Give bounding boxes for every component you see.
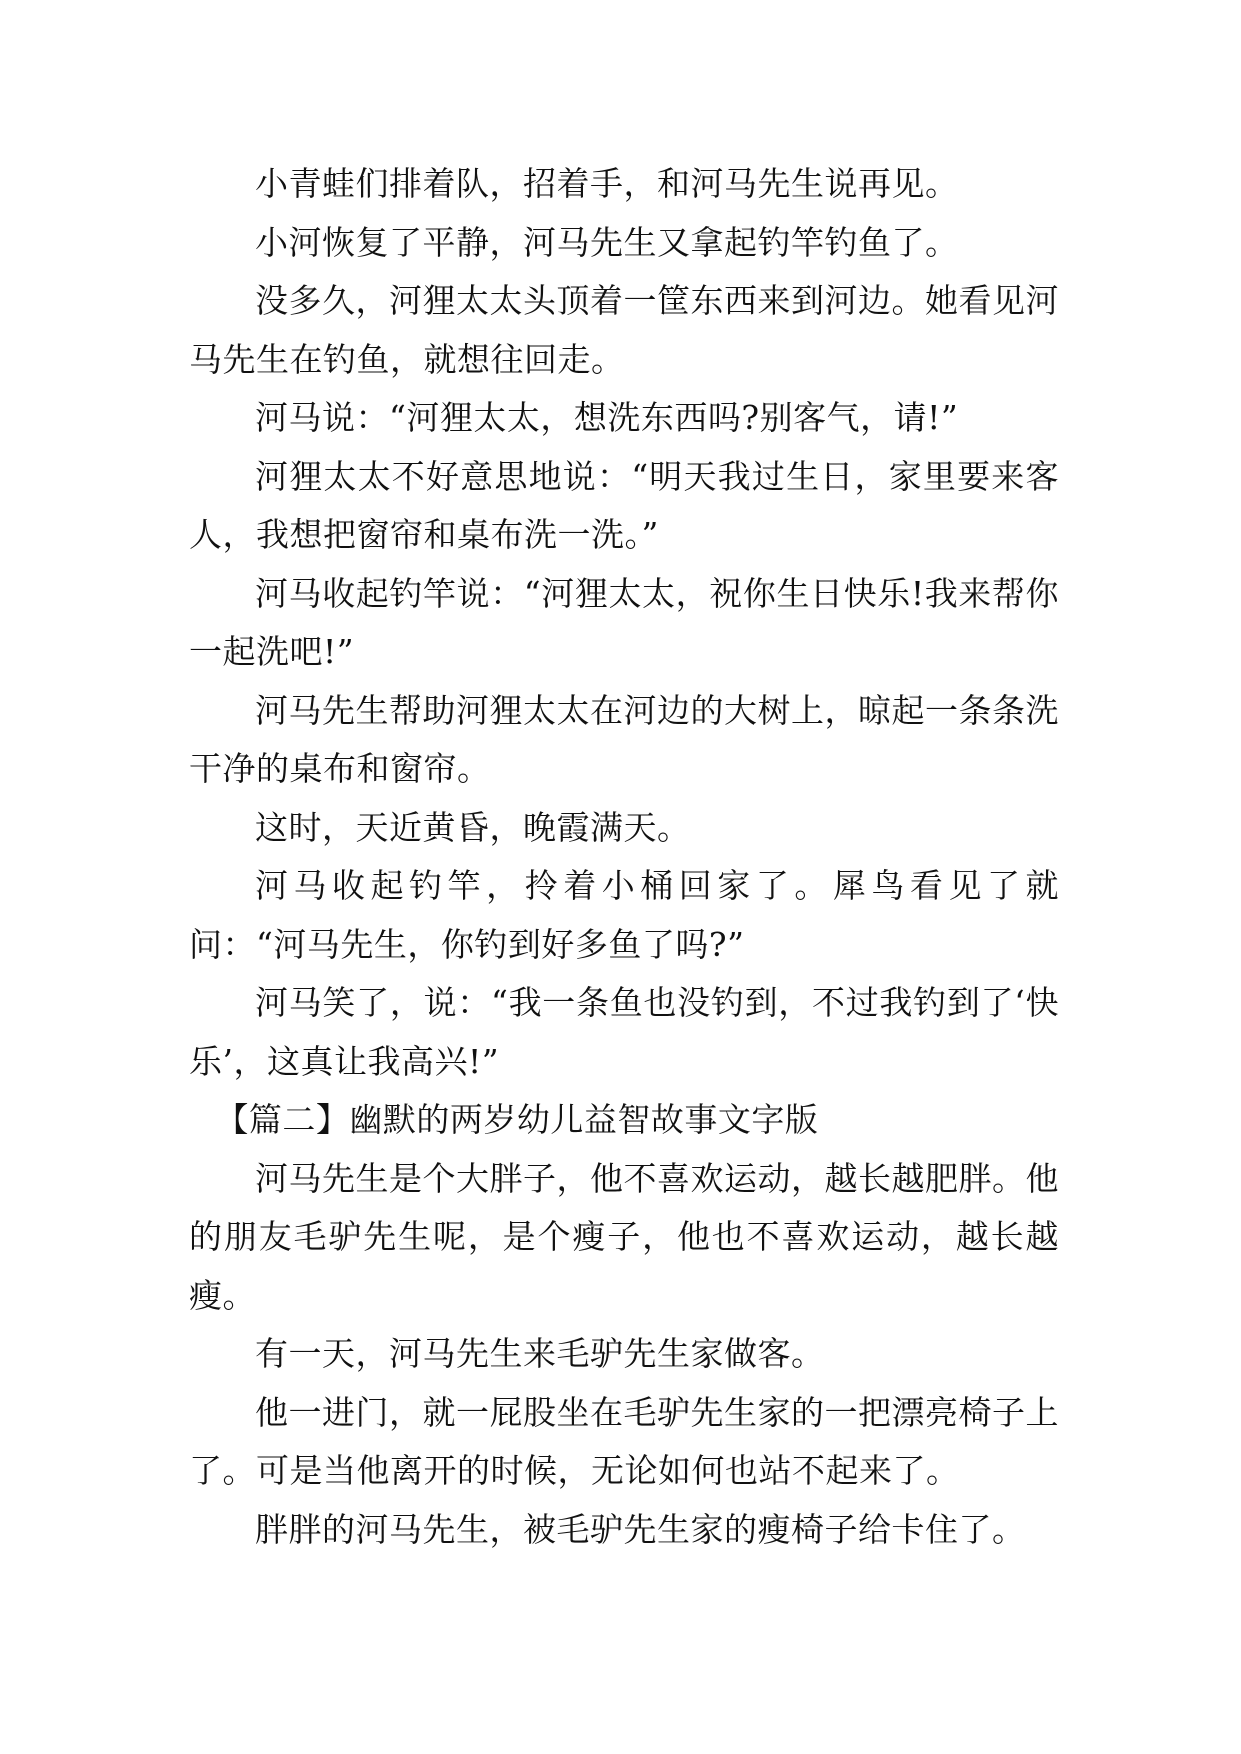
paragraph: 河马说：“河狸太太，想洗东西吗?别客气，请!” (255, 398, 959, 437)
paragraph: 河马收起钓竿，拎着小桶回家了。犀鸟看见了就问：“河马先生，你钓到好多鱼了吗?” (189, 866, 1059, 964)
paragraph: 小青蛙们排着队，招着手，和河马先生说再见。 (255, 164, 959, 203)
paragraph: 河狸太太不好意思地说：“明天我过生日，家里要来客人，我想把窗帘和桌布洗一洗。” (189, 456, 1059, 554)
section-heading: 【篇二】幽默的两岁幼儿益智故事文字版 (215, 1100, 819, 1139)
paragraph: 胖胖的河马先生，被毛驴先生家的瘦椅子给卡住了。 (255, 1509, 1026, 1549)
paragraph: 没多久，河狸太太头顶着一筐东西来到河边。她看见河马先生在钓鱼，就想往回走。 (189, 281, 1059, 379)
story-text-body (189, 155, 1059, 1559)
paragraph: 有一天，河马先生来毛驴先生家做客。 (255, 1334, 825, 1373)
paragraph: 他一进门，就一屁股坐在毛驴先生家的一把漂亮椅子上了。可是当他离开的时候，无论如何也站不起来了。 (189, 1392, 1059, 1490)
paragraph: 河马先生是个大胖子，他不喜欢运动，越长越肥胖。他的朋友毛驴先生呢，是个瘦子，他也不喜欢运动，越长越瘦。 (189, 1158, 1059, 1315)
paragraph: 这时，天近黄昏，晚霞满天。 (255, 807, 691, 847)
paragraph: 河马收起钓竿说：“河狸太太，祝你生日快乐!我来帮你一起洗吧!” (189, 573, 1059, 671)
paragraph: 小河恢复了平静，河马先生又拿起钓竿钓鱼了。 (255, 222, 959, 262)
paragraph: 河马先生帮助河狸太太在河边的大树上，晾起一条条洗干净的桌布和窗帘。 (189, 690, 1059, 788)
paragraph: 河马笑了，说：“我一条鱼也没钓到，不过我钓到了‘快乐’，这真让我高兴!” (189, 983, 1059, 1081)
